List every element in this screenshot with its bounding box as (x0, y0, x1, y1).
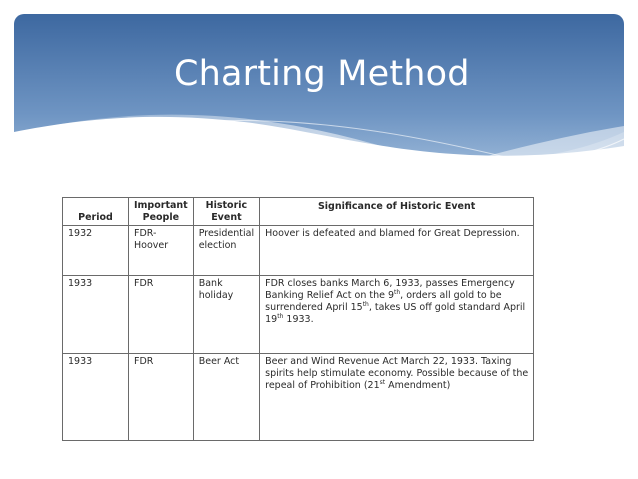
cell-period: 1933 (63, 276, 129, 354)
header-important-people: Important People (129, 198, 194, 226)
table-row (63, 226, 534, 276)
cell-people: FDR (129, 354, 194, 441)
cell-event: Presidential election (193, 226, 259, 276)
table-header-row (63, 198, 534, 226)
cell-significance: Beer and Wind Revenue Act March 22, 1933. Taxing spirits help stimulate economy. Possible because of the repeal of Prohibition (21st Amendment) (260, 354, 534, 441)
header-period: Period (63, 198, 129, 226)
cell-period: 1932 (63, 226, 129, 276)
chart-table-container (62, 197, 534, 441)
cell-significance: FDR closes banks March 6, 1933, passes Emergency Banking Relief Act on the 9th, orders all gold to be surrendered April 15th, takes US off gold standard April 19th 1933. (260, 276, 534, 354)
cell-people: FDR (129, 276, 194, 354)
cell-significance: Hoover is defeated and blamed for Great Depression. (260, 226, 534, 276)
charting-table (62, 197, 534, 441)
cell-event: Bank holiday (193, 276, 259, 354)
slide-title: Charting Method (174, 54, 470, 94)
title-banner (14, 14, 624, 182)
cell-period: 1933 (63, 354, 129, 441)
table-row (63, 354, 534, 441)
cell-event: Beer Act (193, 354, 259, 441)
header-historic-event: Historic Event (193, 198, 259, 226)
banner-background (14, 14, 624, 182)
table-row (63, 276, 534, 354)
cell-people: FDR- Hoover (129, 226, 194, 276)
header-significance: Significance of Historic Event (260, 198, 534, 226)
